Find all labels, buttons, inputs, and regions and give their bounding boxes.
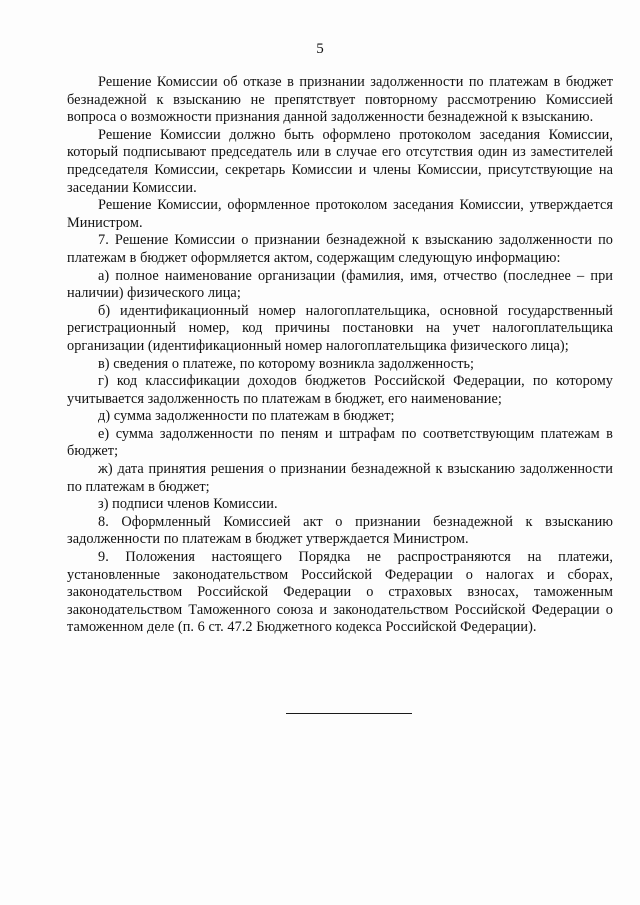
page-number: 5	[316, 41, 324, 57]
subitem-b: б) идентификационный номер налогоплательщика, основной государственный регистрационный номер, код причины постановки на учет налогоплательщика организации (идентификационный номер налогоплательщика физического лица);	[67, 302, 613, 354]
paragraph-item-9: 9. Положения настоящего Порядка не распространяются на платежи, установленные законодательством Российской Федерации о налогах и сборах, законодательством Российской Федерации о страховых взносах, таможенным законодательством Таможенного союза и законодательством Российской Федерации о таможенном деле (п. 6 ст. 47.2 Бюджетного кодекса Российской Федерации).	[67, 549, 613, 636]
paragraph-approval: Решение Комиссии, оформленное протоколом заседания Комиссии, утверждается Министром.	[67, 197, 613, 231]
paragraph-item-7: 7. Решение Комиссии о признании безнадежной к взысканию задолженности по платежам в бюджет оформляется актом, содержащим следующую информацию:	[67, 232, 613, 266]
subitem-g: г) код классификации доходов бюджетов Российской Федерации, по которому учитывается задолженность по платежам в бюджет, его наименование;	[67, 373, 613, 407]
subitem-v: в) сведения о платеже, по которому возникла задолженность;	[98, 355, 475, 372]
paragraph-item-8: 8. Оформленный Комиссией акт о признании безнадежной к взысканию задолженности по платежам в бюджет утверждается Министром.	[67, 513, 613, 548]
document-body	[67, 74, 613, 637]
subitem-z: з) подписи членов Комиссии.	[98, 496, 278, 513]
subitem-d: д) сумма задолженности по платежам в бюджет;	[98, 408, 395, 425]
subitem-e: е) сумма задолженности по пеням и штрафам по соответствующим платежам в бюджет;	[67, 425, 613, 460]
end-separator-line	[286, 713, 412, 714]
subitem-zh: ж) дата принятия решения о признании безнадежной к взысканию задолженности по платежам в бюджет;	[67, 461, 613, 495]
paragraph-protocol: Решение Комиссии должно быть оформлено протоколом заседания Комиссии, который подписывают председатель или в случае его отсутствия один из заместителей председателя Комиссии, секретарь Комиссии и члены Комиссии, присутствующие на заседании Комиссии.	[67, 126, 613, 196]
subitem-a: а) полное наименование организации (фамилия, имя, отчество (последнее – при наличии) физического лица;	[67, 267, 613, 302]
paragraph-refusal-decision: Решение Комиссии об отказе в признании задолженности по платежам в бюджет безнадежной к взысканию не препятствует повторному рассмотрению Комиссией вопроса о возможности признания данной задолженности безнадежной к взысканию.	[67, 74, 613, 126]
